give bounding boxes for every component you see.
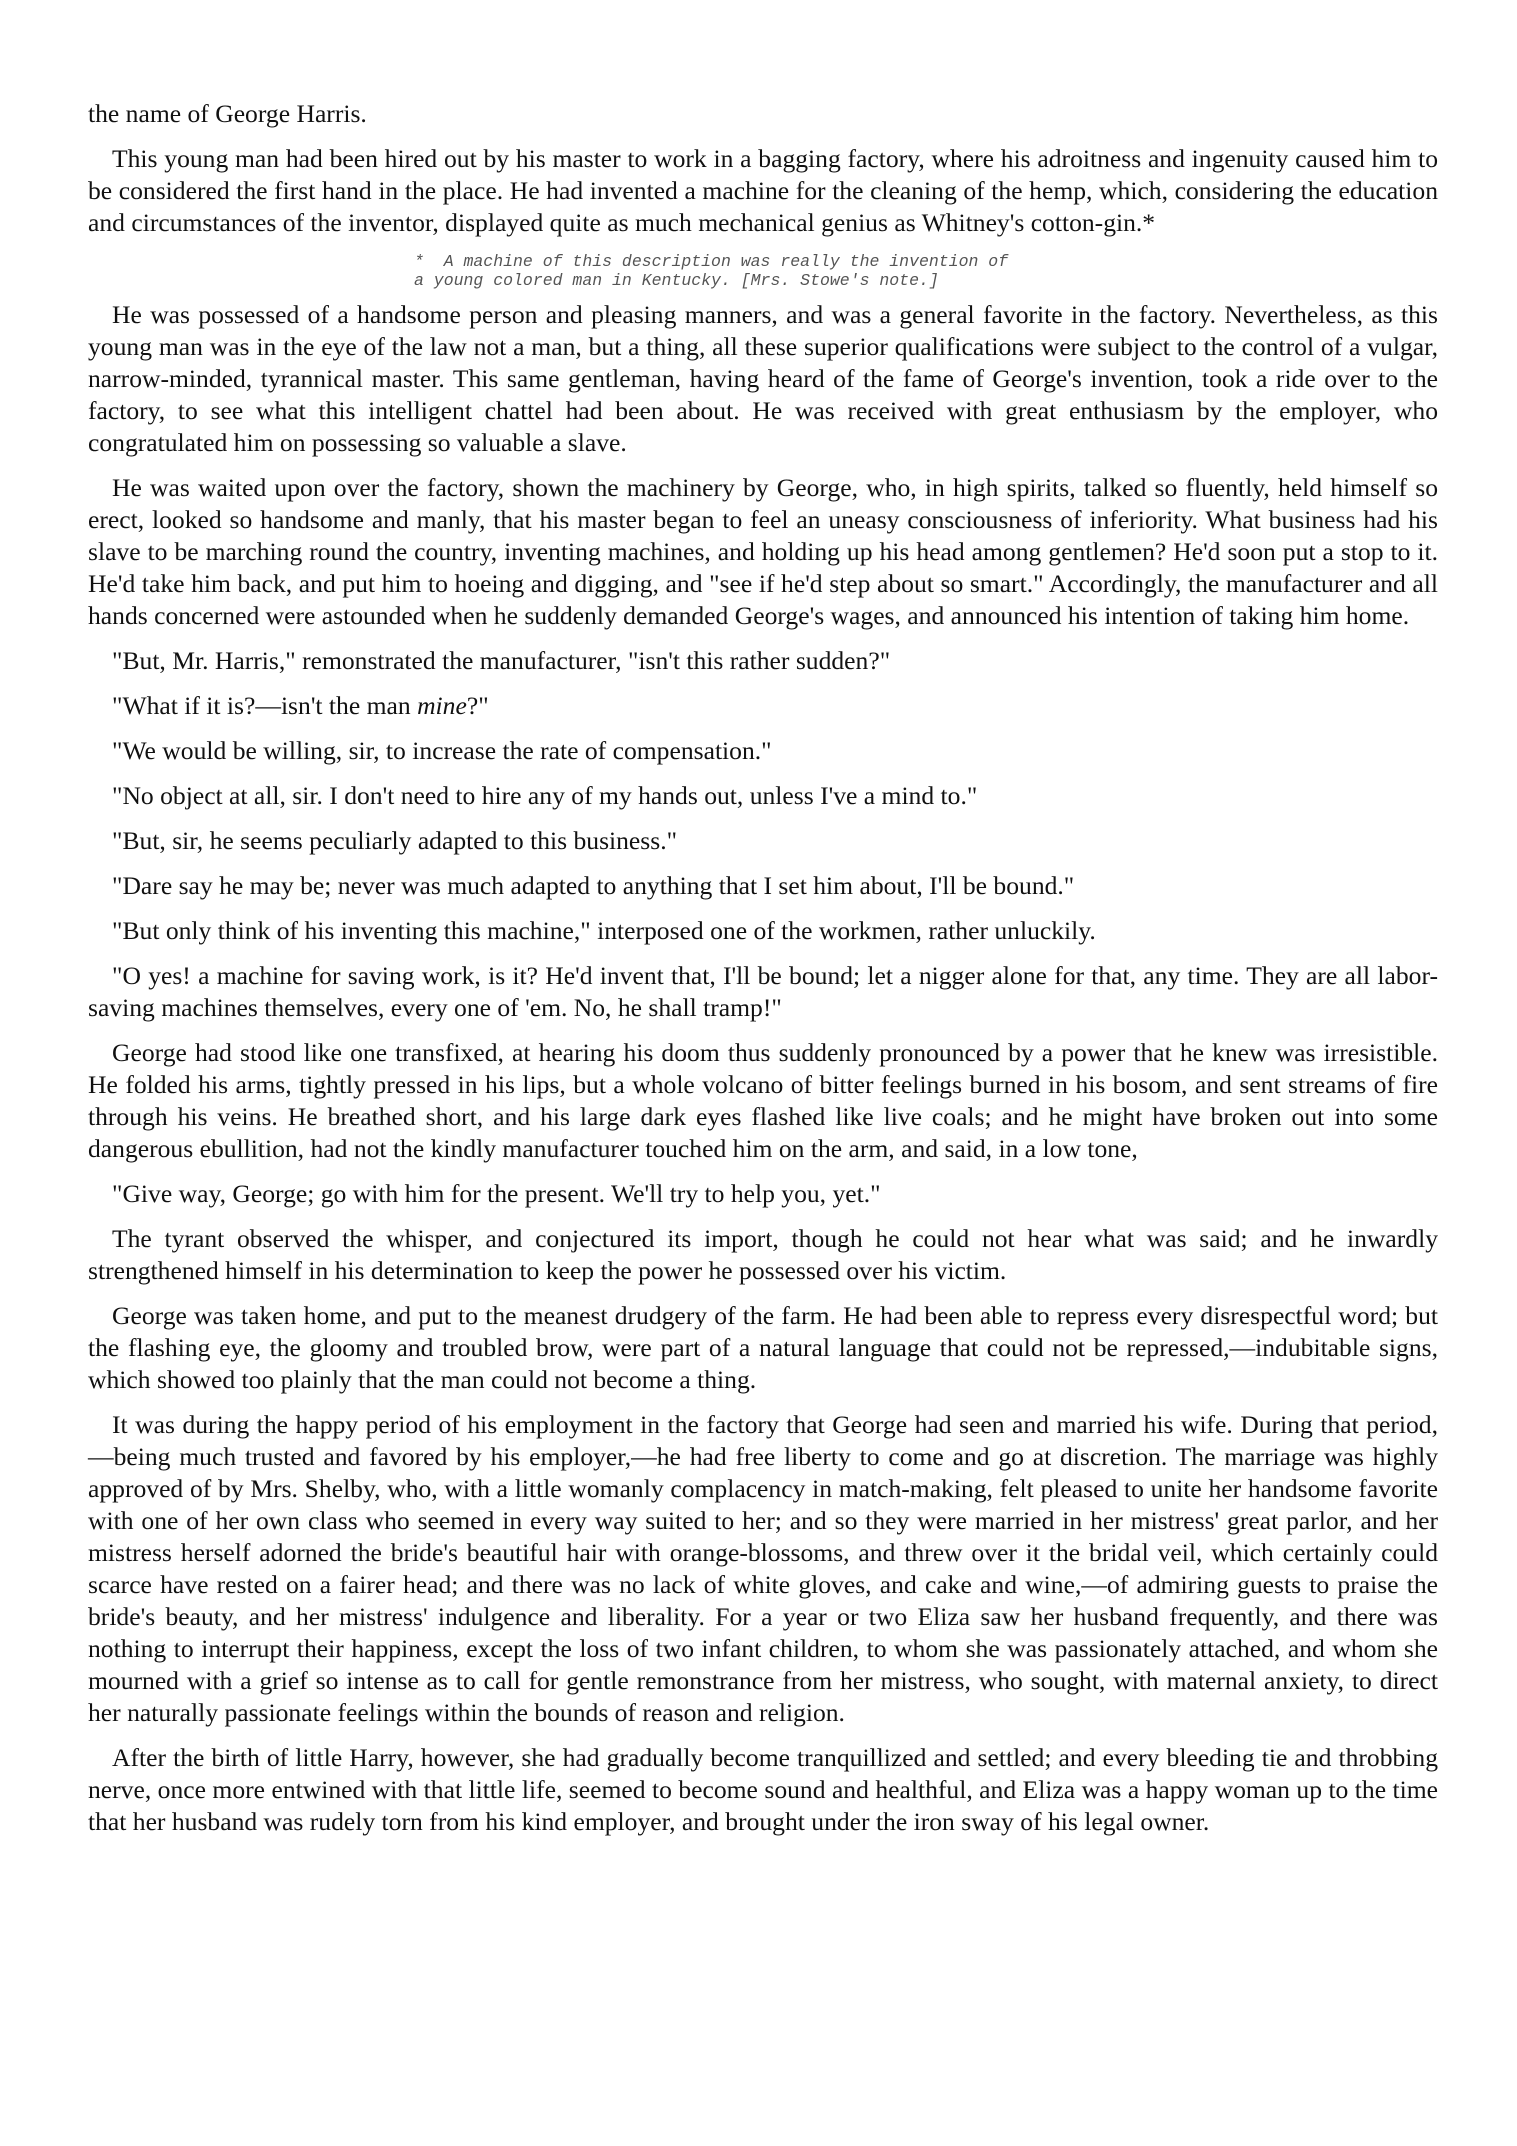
footnote-line-1: * A machine of this description was really the invention of	[414, 252, 1009, 271]
paragraph-factory-visit: He was waited upon over the factory, shown the machinery by George, who, in high spirits, talked so fluently, held himself so erect, looked so handsome and manly, that his master began to feel an uneasy consciousness of inferiority. What business had his slave to be marching round the country, inventing machines, and holding up his head among gentlemen? He'd soon put a stop to it. He'd take him back, and put him to hoeing and digging, and "see if he'd step about so smart." Accordingly, the manufacturer and all hands concerned were astounded when he suddenly demanded George's wages, and announced his intention of taking him home.	[88, 473, 1438, 630]
dialogue-mine-after: ?"	[466, 691, 489, 720]
paragraph-tyrant: The tyrant observed the whisper, and conjectured its import, though he could not hear what was said; and he inwardly strengthened himself in his determination to keep the power he possessed over his victim.	[88, 1224, 1438, 1285]
dialogue-give-way: "Give way, George; go with him for the present. We'll try to help you, yet."	[112, 1179, 881, 1208]
paragraph-transfixed: George had stood like one transfixed, at hearing his doom thus suddenly pronounced by a power that he knew was irresistible. He folded his arms, tightly pressed in his lips, but a whole volcano of bitter feelings burned in his bosom, and sent streams of fire through his veins. He breathed short, and his large dark eyes flashed like live coals; and he might have broken out into some dangerous ebullition, had not the kindly manufacturer touched him on the arm, and said, in a low tone,	[88, 1038, 1438, 1163]
dialogue-dare-say: "Dare say he may be; never was much adapted to anything that I set him about, I'll be bound."	[112, 871, 1075, 900]
dialogue-mine	[88, 690, 1438, 722]
dialogue-compensation: "We would be willing, sir, to increase the rate of compensation."	[112, 736, 772, 765]
dialogue-mine-before: "What if it is?—isn't the man	[112, 691, 418, 720]
paragraph-favorite: He was possessed of a handsome person and pleasing manners, and was a general favorite in the factory. Nevertheless, as this young man was in the eye of the law not a man, but a thing, all these superior qualifications were subject to the control of a vulgar, narrow-minded, tyrannical master. This same gentleman, having heard of the fame of George's invention, took a ride over to the factory, to see what this intelligent chattel had been about. He was received with great enthusiasm by the employer, who congratulated him on possessing so valuable a slave.	[88, 300, 1438, 457]
paragraph-harry: After the birth of little Harry, however, she had gradually become tranquillized and settled; and every bleeding tie and throbbing nerve, once more entwined with that little life, seemed to become sound and healthful, and Eliza was a happy woman up to the time that her husband was rudely torn from his kind employer, and brought under the iron sway of his legal owner.	[88, 1743, 1438, 1836]
dialogue-adapted: "But, sir, he seems peculiarly adapted to this business."	[112, 826, 678, 855]
footnote	[414, 252, 1438, 290]
dialogue-inventing: "But only think of his inventing this machine," interposed one of the workmen, rather unluckily.	[112, 916, 1096, 945]
document-page	[88, 98, 1438, 1851]
dialogue-remonstrance: "But, Mr. Harris," remonstrated the manufacturer, "isn't this rather sudden?"	[112, 646, 891, 675]
dialogue-tramp: "O yes! a machine for saving work, is it? He'd invent that, I'll be bound; let a nigger alone for that, any time. They are all labor-saving machines themselves, every one of 'em. No, he shall tramp!"	[88, 961, 1438, 1022]
paragraph-drudgery: George was taken home, and put to the meanest drudgery of the farm. He had been able to repress every disrespectful word; but the flashing eye, the gloomy and troubled brow, were part of a natural language that could not be repressed,—indubitable signs, which showed too plainly that the man could not become a thing.	[88, 1301, 1438, 1394]
paragraph-invention: This young man had been hired out by his master to work in a bagging factory, where his adroitness and ingenuity caused him to be considered the first hand in the place. He had invented a machine for the cleaning of the hemp, which, considering the education and circumstances of the inventor, displayed quite as much mechanical genius as Whitney's cotton-gin.*	[88, 144, 1438, 237]
dialogue-no-object: "No object at all, sir. I don't need to hire any of my hands out, unless I've a mind to."	[112, 781, 978, 810]
footnote-line-2: a young colored man in Kentucky. [Mrs. Stowe's note.]	[414, 271, 939, 290]
dialogue-mine-emphasis: mine	[417, 691, 467, 720]
paragraph-continuation: the name of George Harris.	[88, 99, 367, 128]
paragraph-marriage: It was during the happy period of his employment in the factory that George had seen and married his wife. During that period,—being much trusted and favored by his employer,—he had free liberty to come and go at discretion. The marriage was highly approved of by Mrs. Shelby, who, with a little womanly complacency in match-making, felt pleased to unite her handsome favorite with one of her own class who seemed in every way suited to her; and so they were married in her mistress' great parlor, and her mistress herself adorned the bride's beautiful hair with orange-blossoms, and threw over it the bridal veil, which certainly could scarce have rested on a fairer head; and there was no lack of white gloves, and cake and wine,—of admiring guests to praise the bride's beauty, and her mistress' indulgence and liberality. For a year or two Eliza saw her husband frequently, and there was nothing to interrupt their happiness, except the loss of two infant children, to whom she was passionately attached, and whom she mourned with a grief so intense as to call for gentle remonstrance from her mistress, who sought, with maternal anxiety, to direct her naturally passionate feelings within the bounds of reason and religion.	[88, 1410, 1438, 1727]
